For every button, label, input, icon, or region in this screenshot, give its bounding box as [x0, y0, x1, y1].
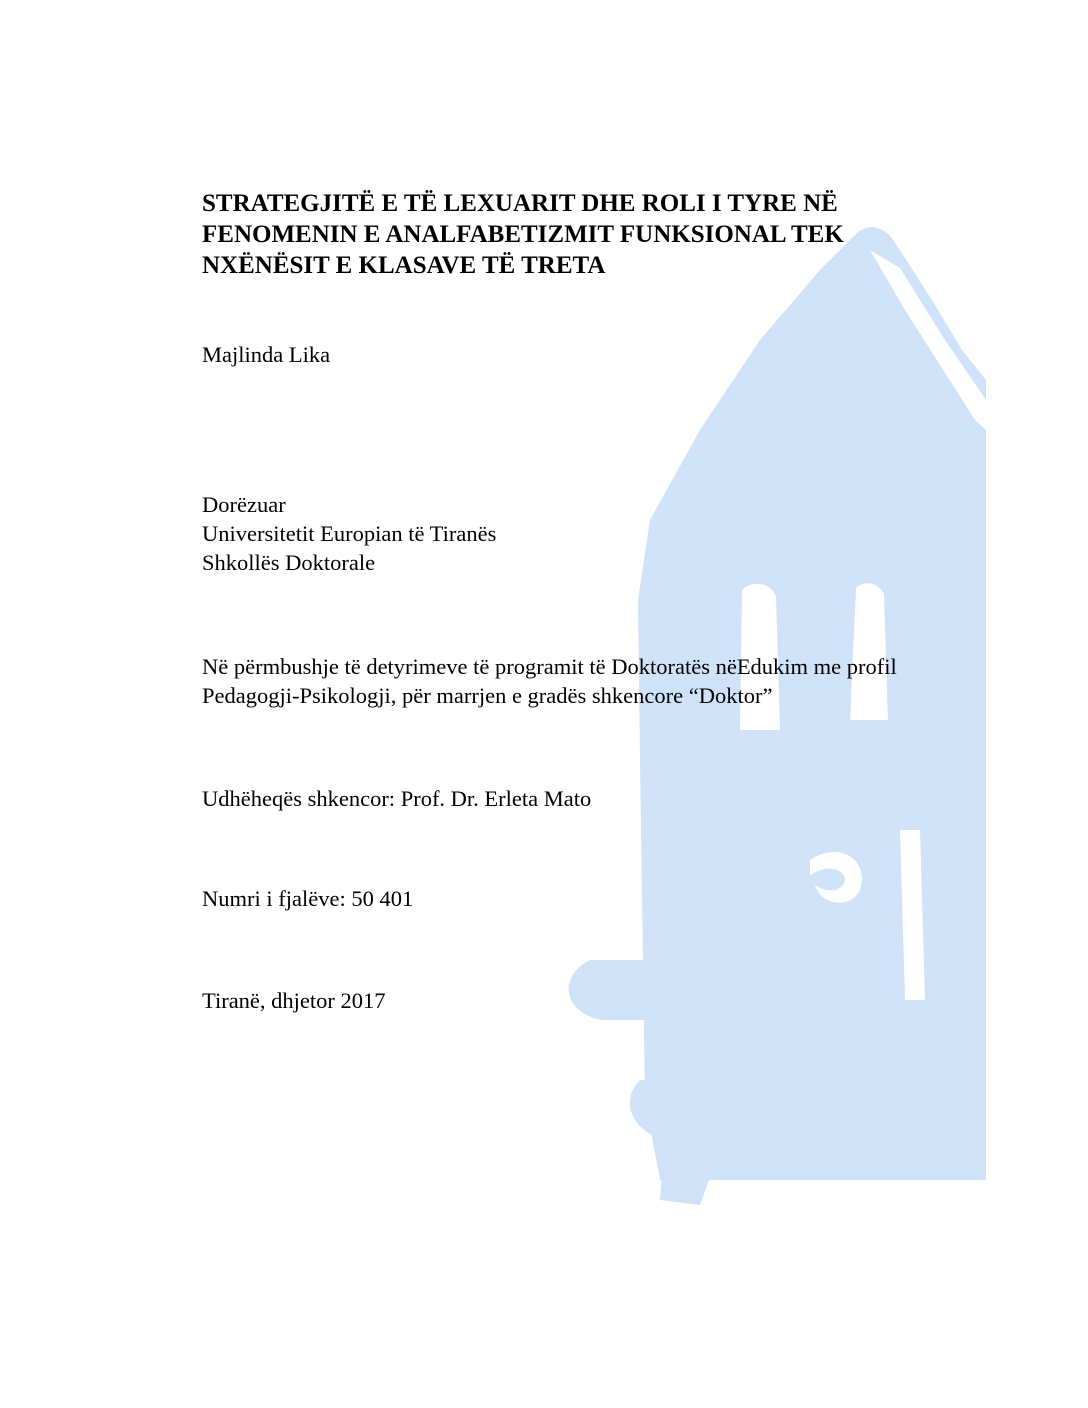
supervisor: Udhëheqës shkencor: Prof. Dr. Erleta Mato [202, 786, 592, 811]
submission-university: Universitetit Europian të Tiranës [202, 521, 497, 546]
submission-line: Dorëzuar [202, 492, 286, 517]
word-count: Numri i fjalëve: 50 401 [202, 886, 414, 911]
thesis-title-line: FENOMENIN E ANALFABETIZMIT FUNKSIONAL TEK [202, 221, 844, 248]
thesis-title-line: STRATEGJITË E TË LEXUARIT DHE ROLI I TYRE NË [202, 190, 838, 217]
thesis-title-line: NXËNËSIT E KLASAVE TË TRETA [202, 252, 606, 279]
fulfillment-statement-cont: Pedagogji-Psikologji, për marrjen e gradës shkencore “Doktor” [202, 683, 773, 708]
fulfillment-statement: Në përmbushje të detyrimeve të programit të Doktoratës nëEdukim me profil [202, 654, 897, 679]
place-and-date: Tiranë, dhjetor 2017 [202, 988, 386, 1013]
thesis-title [202, 188, 992, 281]
author-name: Majlinda Lika [202, 342, 331, 367]
submission-school: Shkollës Doktorale [202, 550, 376, 575]
